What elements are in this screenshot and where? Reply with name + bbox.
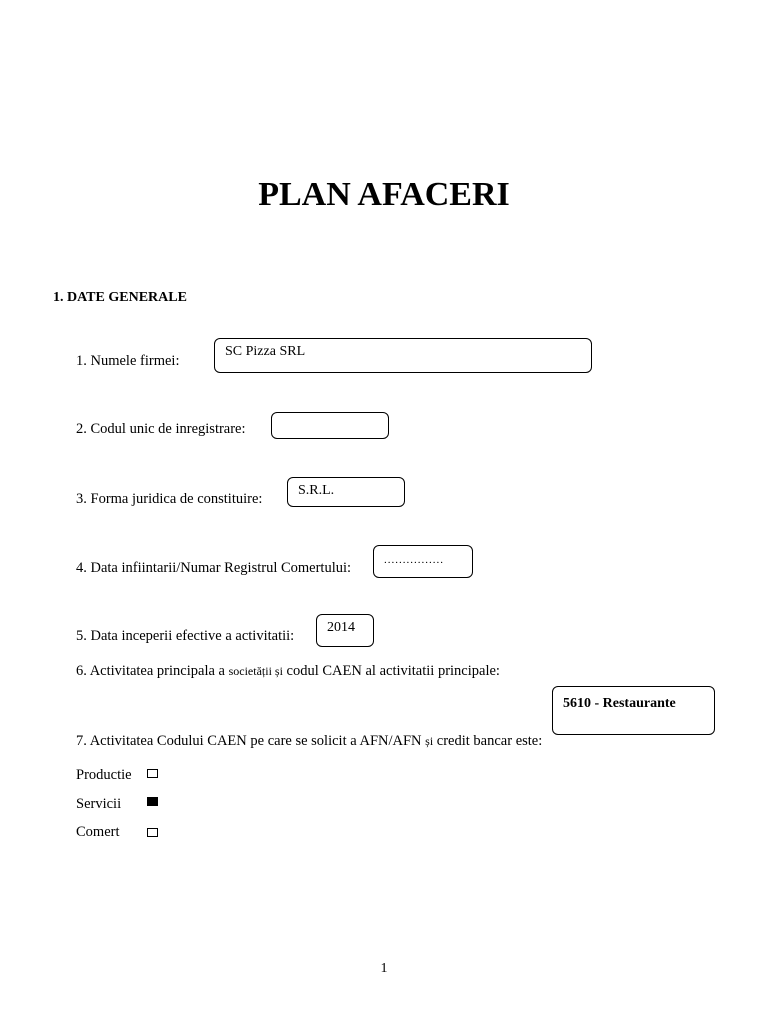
page-number: 1 xyxy=(380,961,388,976)
main-activity-label-part2: societății și xyxy=(228,664,283,678)
firm-name-label: 1. Numele firmei: xyxy=(76,353,180,369)
firm-name-field[interactable]: SC Pizza SRL xyxy=(214,338,592,373)
caen-activity-label-part2: și xyxy=(425,734,434,748)
comert-checkbox[interactable] xyxy=(147,828,158,837)
caen-activity-label-part3: credit bancar este: xyxy=(433,733,543,749)
document-title: PLAN AFACERI xyxy=(258,176,510,213)
founding-date-label: 4. Data infiintarii/Numar Registrul Comertului: xyxy=(76,560,352,576)
founding-date-field[interactable]: ................ xyxy=(373,545,473,578)
start-date-field[interactable]: 2014 xyxy=(316,614,374,647)
legal-form-label: 3. Forma juridica de constituire: xyxy=(76,491,263,507)
main-activity-field[interactable]: 5610 - Restaurante xyxy=(552,686,715,735)
main-activity-label-part1: 6. Activitatea principala a xyxy=(76,663,229,679)
productie-checkbox[interactable] xyxy=(147,769,158,778)
activity-type-label: Comert xyxy=(76,824,120,840)
caen-activity-label xyxy=(76,733,542,750)
legal-form-field[interactable]: S.R.L. xyxy=(287,477,405,507)
start-date-label: 5. Data inceperii efective a activitatii: xyxy=(76,628,295,644)
servicii-checkbox[interactable] xyxy=(147,797,158,806)
section-heading: 1. DATE GENERALE xyxy=(53,290,187,305)
unique-code-field[interactable] xyxy=(271,412,389,439)
unique-code-label: 2. Codul unic de inregistrare: xyxy=(76,421,246,437)
main-activity-label xyxy=(76,663,500,680)
main-activity-label-part3: codul CAEN al activitatii principale: xyxy=(282,663,500,679)
activity-type-label: Servicii xyxy=(76,796,122,812)
caen-activity-label-part1: 7. Activitatea Codului CAEN pe care se solicit a AFN/AFN xyxy=(76,733,426,749)
activity-type-label: Productie xyxy=(76,767,132,783)
